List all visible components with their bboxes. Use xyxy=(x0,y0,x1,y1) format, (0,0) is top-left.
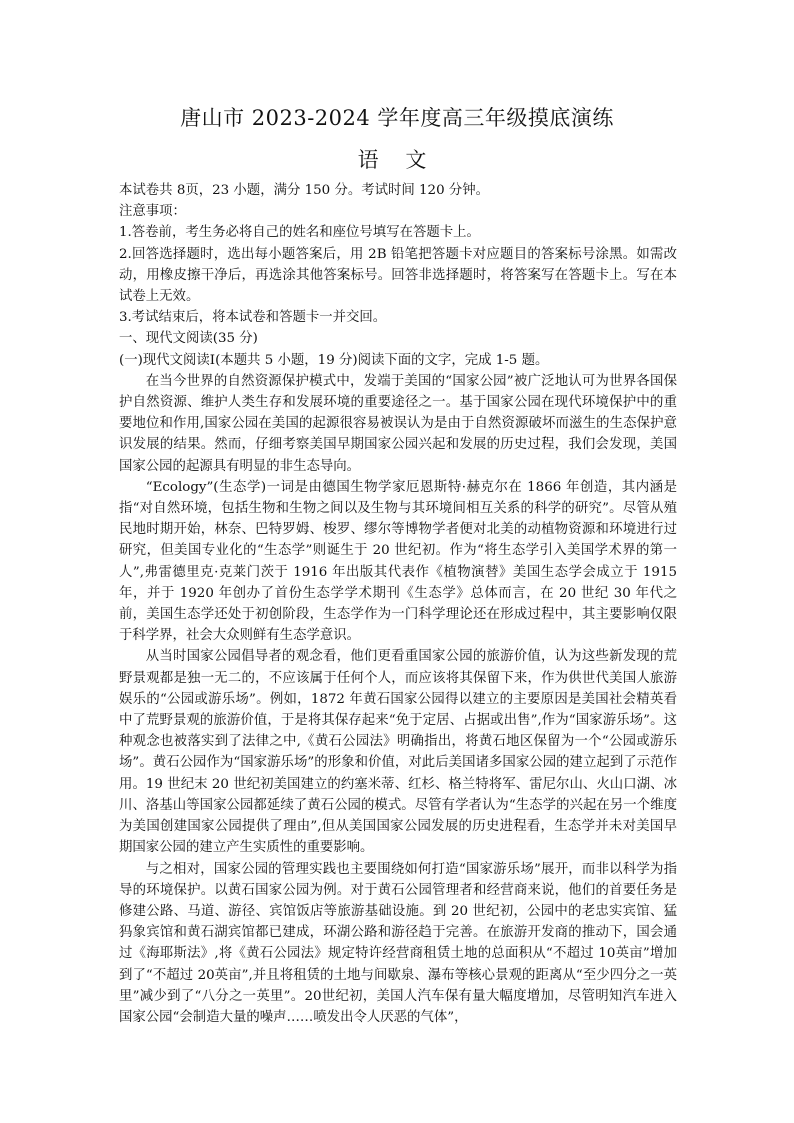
exam-info: 本试卷共 8页，23 小题，满分 150 分。考试时间 120 分钟。 xyxy=(119,183,490,198)
notice-heading: 注意事项： xyxy=(119,204,186,220)
notice-item: 2.回答选择题时，选出每小题答案后，用 2B 铅笔把答题卡对应题目的答案标号涂黑。如需改动，用橡皮擦干净后，再选涂其他答案标号。回答非选择题时，将答案写在答题卡上。写在本试卷上无效。 xyxy=(119,246,677,305)
subject-title: 语 文 xyxy=(357,148,437,172)
passage-paragraph: 从当时国家公园倡导者的观念看，他们更看重国家公园的旅游价值，认为这些新发现的荒野景观都是独一无二的，不应该属于任何个人，而应该将其保留下来，作为供世代美国人旅游娱乐的“公园或游乐场”。例如，1872 年黄石国家公园得以建立的主要原因是美国社会精英看中了荒野景观的旅游价值，于是将其保存起来“免于定居、占据或出售”,作为“国家游乐场”。这种观念也被落实到了法律之中,《黄石公园法》明确指出，将黄石地区保留为一个“公园或游乐场”。黄石公园作为“国家游乐场”的形象和价值，对此后美国诸多国家公园的建立起到了示范作用。19 世纪末 20 世纪初美国建立的约塞米蒂、红杉、格兰特将军、雷尼尔山、火山口湖、冰川、洛基山等国家公园都延续了黄石公园的模式。尽管有学者认为“生态学的兴起在另一个维度为美国创建国家公园提供了理由”,但从美国国家公园发展的历史进程看，生态学并未对美国早期国家公园的建立产生实质性的重要影响。 xyxy=(119,649,677,856)
section-sub-heading: (一)现代文阅读Ⅰ(本题共 5 小题，19 分)阅读下面的文字，完成 1-5 题。 xyxy=(119,352,549,368)
passage-paragraph: “Ecology”(生态学)一词是由德国生物学家厄恩斯特·赫克尔在 1866 年创造，其内涵是指“对自然环境，包括生物和生物之间以及生物与其环境间相互关系的科学的研究”。尽管从殖民地时期开始，林奈、巴特罗姆、梭罗、缪尔等博物学者便对北美的动植物资源和环境进行过研究，但美国专业化的“生态学”则诞生于 20 世纪初。作为“将生态学引入美国学术界的第一人”,弗雷德里克·克莱门茨于 1916 年出版其代表作《植物演替》美国生态学会成立于 1915 年，并于 1920 年创办了首份生态学学术期刊《生态学》总体而言，在 20 世纪 30 年代之前，美国生态学还处于初创阶段，生态学作为一门科学理论还在形成过程中，其主要影响仅限于科学界，社会大众则鲜有生态学意识。 xyxy=(119,479,677,644)
exam-title: 唐山市 2023-2024 学年度高三年级摸底演练 xyxy=(180,106,614,130)
passage-paragraph: 在当今世界的自然资源保护模式中，发端于美国的“国家公园”被广泛地认可为世界各国保护自然资源、维护人类生存和发展环境的重要途径之一。基于国家公园在现代环境保护中的重要地位和作用,国家公园在美国的起源很容易被误认为是由于自然资源破坏而滋生的生态保护意识发展的结果。然而，仔细考察美国早期国家公园兴起和发展的历史过程，我们会发现，美国国家公园的起源具有明显的非生态导向。 xyxy=(119,373,677,474)
passage-paragraph: 与之相对，国家公园的管理实践也主要围绕如何打造“国家游乐场”展开，而非以科学为指导的环境保护。以黄石国家公园为例。对于黄石公园管理者和经营商来说，他们的首要任务是修建公路、马道、游径、宾馆饭店等旅游基础设施。到 20 世纪初，公园中的老忠实宾馆、猛犸象宾馆和黄石湖宾馆都已建成，环湖公路和游径趋于完善。在旅游开发商的推动下，国会通过《海耶斯法》,将《黄石公园法》规定特许经营商租赁土地的总面积从“不超过 10英亩”增加到了“不超过 20英亩”,并且将租赁的土地与间歇泉、瀑布等核心景观的距离从“至少四分之一英里”减少到了“八分之一英里”。20世纪初，美国人汽车保有量大幅度增加，尽管明知汽车进入国家公园“会制造大量的噪声……喷发出令人厌恶的气体”， xyxy=(119,861,677,1025)
notice-item: 3.考试结束后，将本试卷和答题卡一并交回。 xyxy=(119,310,387,326)
section-heading: 一、现代文阅读(35 分) xyxy=(119,331,258,347)
notice-item: 1.答卷前，考生务必将自己的姓名和座位号填写在答题卡上。 xyxy=(119,225,480,241)
exam-body xyxy=(119,180,677,1028)
